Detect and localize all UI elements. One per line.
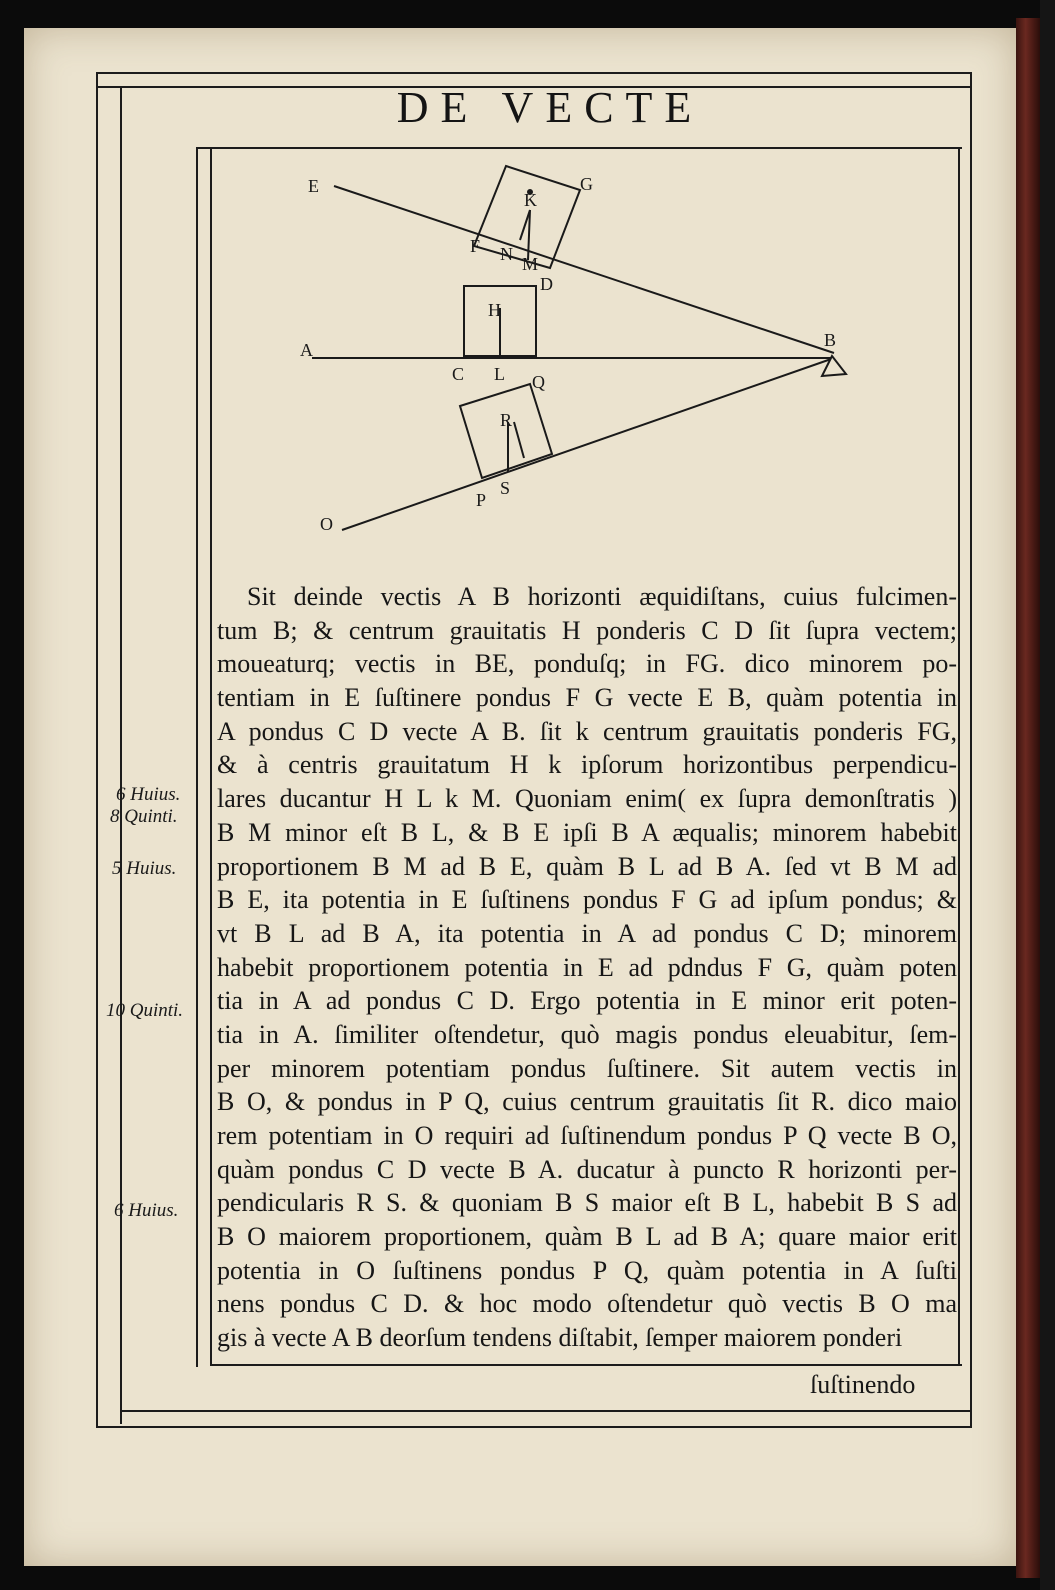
margin-note-4: 10 Quinti. — [106, 1000, 184, 1021]
label-o: O — [320, 514, 333, 534]
text-line: potentia in O ſuſtinens pondus P Q, quàm potentia in A ſuſti — [217, 1255, 957, 1285]
label-d: D — [540, 274, 553, 294]
text-frame-right-rule — [958, 147, 960, 1365]
label-q: Q — [532, 372, 545, 392]
label-p: P — [476, 490, 487, 510]
text-line: tia in A. ſimiliter oſtendetur, quò magis pondus eleuabitur, ſem- — [217, 1019, 957, 1049]
weight-pq — [460, 384, 552, 478]
text-line: tia in A ad pondus C D. Ergo potentia in E minor erit poten- — [217, 986, 957, 1016]
margin-note-3: 5 Huius. — [112, 858, 177, 879]
label-b: B — [824, 330, 837, 350]
text-line: nens pondus C D. & hoc modo oſtendetur quò vectis B O ma — [217, 1289, 957, 1319]
text-line: proportionem B M ad B E, quàm B L ad B A. ſed vt B M ad — [217, 851, 957, 881]
text-line: Sit deinde vectis A B horizonti æquidiſtans, cuius fulcimen- — [247, 582, 957, 611]
text-line: moueaturq; vectis in BE, ponduſq; in FG. dico minorem po- — [217, 649, 957, 679]
text-line: gis à vecte A B deorſum tendens diſtabit, ſemper maiorem ponderi — [217, 1323, 903, 1353]
text-line: B O maiorem proportionem, quàm B L ad B A; quare maior erit — [217, 1222, 957, 1252]
text-line: quàm pondus C D vecte B A. ducatur à puncto R horizonti per- — [217, 1154, 957, 1184]
text-frame-bottom-rule — [210, 1364, 962, 1366]
catchword: ſuſtinendo — [810, 1370, 916, 1399]
text-line: lares ducantur H L k M. Quoniam enim( ex ſupra demonſtratis ) — [217, 784, 957, 814]
frame-rule-bottom — [120, 1410, 970, 1412]
lever-be — [334, 186, 837, 353]
label-k: K — [524, 190, 537, 210]
label-a: A — [300, 340, 313, 360]
text-line: per minorem potentiam pondus ſuſtinere. Sit autem vectis in — [217, 1053, 957, 1083]
binding-edge — [1016, 18, 1040, 1578]
text-line: & à centris grauitatum H k ipſorum horizontibus perpendicu- — [217, 750, 957, 780]
label-g: G — [580, 174, 593, 194]
label-f: F — [470, 236, 481, 256]
text-line: pendicularis R S. & quoniam B S maior eſt B L, habebit B S ad — [217, 1188, 957, 1218]
label-h: H — [488, 300, 501, 320]
lever-bo — [342, 358, 834, 530]
label-e: E — [308, 176, 319, 196]
margin-note-5: 6 Huius. — [114, 1200, 179, 1221]
text-line: A pondus C D vecte A B. ſit k centrum grauitatis ponderis FG, — [217, 716, 957, 746]
margin-note-1: 6 Huius. — [116, 784, 181, 805]
lever-diagram — [212, 148, 958, 568]
label-l: L — [494, 364, 505, 384]
text-line: habebit proportionem potentia in E ad pdndus F G, quàm poten — [217, 952, 957, 982]
label-s: S — [500, 478, 511, 498]
margin-note-2: 8 Quinti. — [110, 806, 178, 827]
text-line: B M minor eſt B L, & B E ipſi B A æqualis; minorem habebit — [217, 817, 957, 847]
label-r: R — [500, 410, 513, 430]
text-line: rem potentiam in O requiri ad ſuſtinendum pondus P Q vecte B O, — [217, 1121, 957, 1150]
frame-rule-left — [120, 86, 122, 1424]
text-line: vt B L ad B A, ita potentia in A ad pondus C D; minorem — [217, 918, 957, 948]
scan-border — [1040, 0, 1055, 1590]
body-text — [217, 580, 957, 1355]
text-line: tentiam in E ſuſtinere pondus F G vecte E B, quàm potentia in — [217, 683, 957, 713]
page-title: DE VECTE — [396, 83, 704, 132]
label-n: N — [500, 244, 513, 264]
text-line: B E, ita potentia in E ſuſtinens pondus F G ad ipſum pondus; & — [217, 885, 957, 915]
label-c: C — [452, 364, 465, 384]
text-line: B O, & pondus in P Q, cuius centrum grauitatis ſit R. dico maio — [217, 1087, 957, 1117]
text-line: tum B; & centrum grauitatis H ponderis C D ſit ſupra vectem; — [217, 615, 957, 645]
label-m: M — [522, 254, 539, 274]
